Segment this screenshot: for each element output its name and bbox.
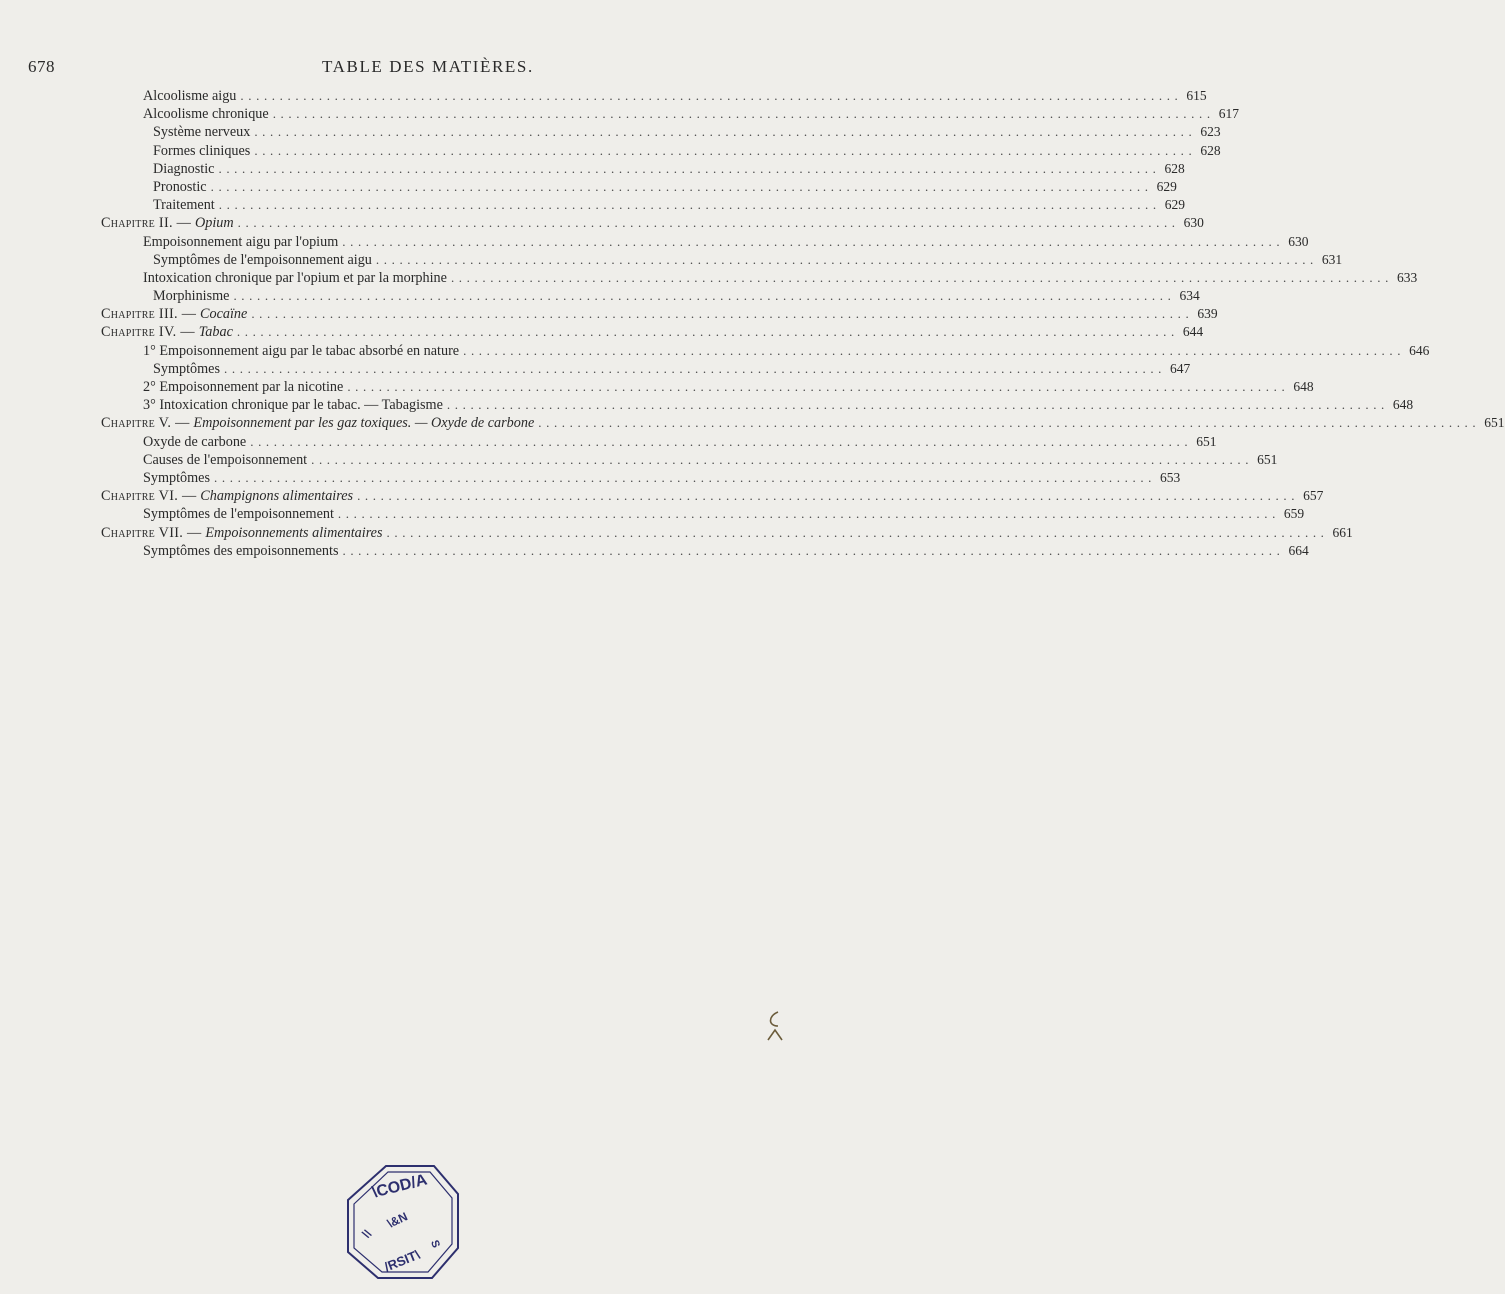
page-reference: 633 [1396,269,1418,285]
toc-entry [0,469,1181,487]
toc-entry-label [153,142,254,160]
dot-leader: ........................................................................................................................ [250,433,1193,449]
dot-leader: ........................................................................................................................ [254,142,1197,158]
chapter-title: Opium [195,215,234,232]
dot-leader: ........................................................................................................................ [342,233,1285,249]
chapter-number: Chapitre VI. — [101,488,201,505]
toc-entry [0,105,1239,123]
chapter-title: Empoisonnement par les gaz toxiques. — Oxyde de carbone [193,415,535,432]
toc-entry-label [153,287,233,305]
entry-title: 1° Empoisonnement aigu par le tabac absorbé en nature [143,342,460,359]
page-reference: 629 [1156,178,1177,194]
stamp-seal-icon [336,1152,466,1287]
margin-pencil-mark [764,1010,786,1049]
svg-text:\\: \\ [359,1226,374,1242]
entry-title: Empoisonnement aigu par l'opium [143,233,339,250]
chapter-number: Chapitre VII. — [101,524,206,541]
entry-title: Alcoolisme aigu [143,88,237,104]
toc-entry-label [143,342,463,360]
toc-entry [0,123,1221,141]
dot-leader: ........................................................................................................................ [446,397,1389,413]
toc-entry [0,196,1185,214]
entry-title: Symptômes [153,360,221,377]
page-reference: 644 [1182,324,1204,340]
dot-leader: ........................................................................................................................ [236,324,1179,340]
dot-leader: ........................................................................................................................ [240,88,1183,103]
page-reference: 628 [1200,142,1221,158]
chapter-number: Chapitre IV. — [101,324,199,341]
toc-entry [0,451,1278,469]
svg-text:\COD/A: \COD/A [370,1171,429,1202]
page-reference: 639 [1197,306,1218,322]
toc-entry [0,524,1353,542]
toc-entry-label [153,360,224,378]
page-number: 678 [28,57,55,76]
toc-entry-label [143,233,342,251]
toc-entry [0,378,1314,396]
page-reference: 659 [1283,506,1305,522]
entry-title: Système nerveux [153,124,251,141]
toc-entry-label [101,323,237,341]
toc-entry [0,542,1309,560]
toc-entry [0,142,1221,160]
dot-leader: ........................................................................................................................ [386,524,1329,540]
toc-entry-label [143,469,214,487]
toc-entry-label [101,414,538,432]
entry-title: Oxyde de carbone [143,433,247,450]
toc-entry-label [153,196,219,214]
page-reference: 623 [1200,124,1221,140]
entry-title: 2° Empoisonnement par la nicotine [143,379,344,395]
dot-leader: ........................................................................................................................ [342,542,1285,558]
page-reference: 664 [1288,542,1309,558]
toc-entry [0,233,1309,251]
toc-entry [0,178,1177,196]
page-reference: 651 [1257,451,1278,467]
toc-entry [0,305,1218,323]
entry-title: Symptômes de l'empoisonnement [143,506,334,523]
pencil-scribble-icon [764,1010,786,1044]
dot-leader: ........................................................................................................................ [311,451,1254,467]
toc-entry [0,287,1200,305]
entry-title: Symptômes [143,469,211,486]
table-of-contents [0,87,1505,560]
chapter-number: Chapitre V. — [101,415,194,432]
dot-leader: ........................................................................................................................ [347,379,1290,394]
page-reference: 651 [1484,415,1505,431]
page-reference: 634 [1179,288,1200,304]
dot-leader: ........................................................................................................................ [272,106,1215,122]
toc-entry [0,396,1414,414]
toc-entry-label [143,505,338,523]
dot-leader: ........................................................................................................................ [233,288,1176,304]
chapter-number: Chapitre III. — [101,306,201,323]
page-reference: 617 [1218,106,1239,122]
library-stamp [336,1152,466,1287]
dot-leader: ........................................................................................................................ [357,488,1300,504]
toc-entry-label [143,396,447,414]
dot-leader: ........................................................................................................................ [538,415,1481,431]
toc-entry [0,160,1185,178]
toc-entry-label [101,214,238,232]
toc-entry [0,342,1430,360]
toc-entry-label [143,378,347,396]
entry-title: 3° Intoxication chronique par le tabac. — Tabagisme [143,397,443,414]
toc-entry [0,87,1207,105]
toc-entry [0,360,1191,378]
dot-leader: ........................................................................................................................ [337,506,1280,522]
toc-entry-label [143,269,451,287]
page-reference: 653 [1160,469,1181,485]
page-reference: 661 [1332,524,1353,540]
toc-entry-label [101,305,251,323]
dot-leader: ........................................................................................................................ [254,124,1197,140]
page-reference: 646 [1409,342,1430,358]
toc-entry [0,214,1204,232]
page-reference: 657 [1303,488,1324,504]
toc-entry [0,323,1204,341]
toc-entry [0,487,1324,505]
dot-leader: ........................................................................................................................ [237,215,1180,231]
chapter-title: Cocaïne [200,306,248,323]
dot-leader: ........................................................................................................................ [450,269,1393,285]
page-reference: 631 [1321,251,1343,267]
chapter-title: Tabac [198,324,233,341]
toc-entry-label [101,524,387,542]
entry-title: Intoxication chronique par l'opium et par la morphine [143,269,447,286]
toc-entry-label [143,542,342,560]
dot-leader: ........................................................................................................................ [463,342,1406,358]
toc-entry-label [153,160,218,178]
dot-leader: ........................................................................................................................ [210,178,1153,194]
running-title: TABLE DES MATIÈRES. [322,57,534,76]
toc-entry [0,433,1217,451]
svg-text:/RSIT\: /RSIT\ [382,1246,422,1275]
entry-title: Traitement [153,197,215,214]
toc-entry [0,505,1305,523]
toc-entry-label [153,251,376,269]
chapter-title: Empoisonnements alimentaires [205,524,383,541]
page-reference: 615 [1186,88,1207,103]
entry-title: Diagnostic [153,160,215,177]
page-reference: 629 [1164,197,1185,213]
toc-entry [0,414,1505,432]
toc-entry [0,251,1343,269]
entry-title: Alcoolisme chronique [143,106,269,123]
dot-leader: ........................................................................................................................ [375,251,1318,267]
svg-text:S: S [428,1238,442,1250]
svg-text:\&N: \&N [385,1209,410,1231]
dot-leader: ........................................................................................................................ [224,360,1167,376]
entry-title: Morphinisme [153,288,230,305]
page-reference: 628 [1164,160,1185,176]
entry-title: Pronostic [153,178,207,195]
entry-title: Symptômes des empoisonnements [143,542,339,559]
toc-entry [0,269,1418,287]
toc-entry-label [101,487,357,505]
page-reference: 647 [1170,360,1191,376]
page-reference: 630 [1288,233,1309,249]
page-reference: 648 [1293,379,1314,394]
chapter-title: Champignons alimentaires [200,488,354,505]
page-reference: 651 [1196,433,1217,449]
entry-title: Symptômes de l'empoisonnement aigu [153,251,372,268]
toc-entry-label [143,105,273,123]
page-reference: 630 [1183,215,1204,231]
toc-entry-label [153,123,254,141]
toc-entry-label [143,451,311,469]
chapter-number: Chapitre II. — [101,215,196,232]
toc-entry-label [143,433,250,451]
toc-entry-label [143,87,240,105]
dot-leader: ........................................................................................................................ [218,197,1161,213]
toc-entry-label [153,178,211,196]
entry-title: Formes cliniques [153,142,251,159]
entry-title: Causes de l'empoisonnement [143,451,308,468]
dot-leader: ........................................................................................................................ [214,469,1157,485]
dot-leader: ........................................................................................................................ [218,160,1161,176]
page-reference: 648 [1392,397,1414,413]
dot-leader: ........................................................................................................................ [251,306,1194,322]
